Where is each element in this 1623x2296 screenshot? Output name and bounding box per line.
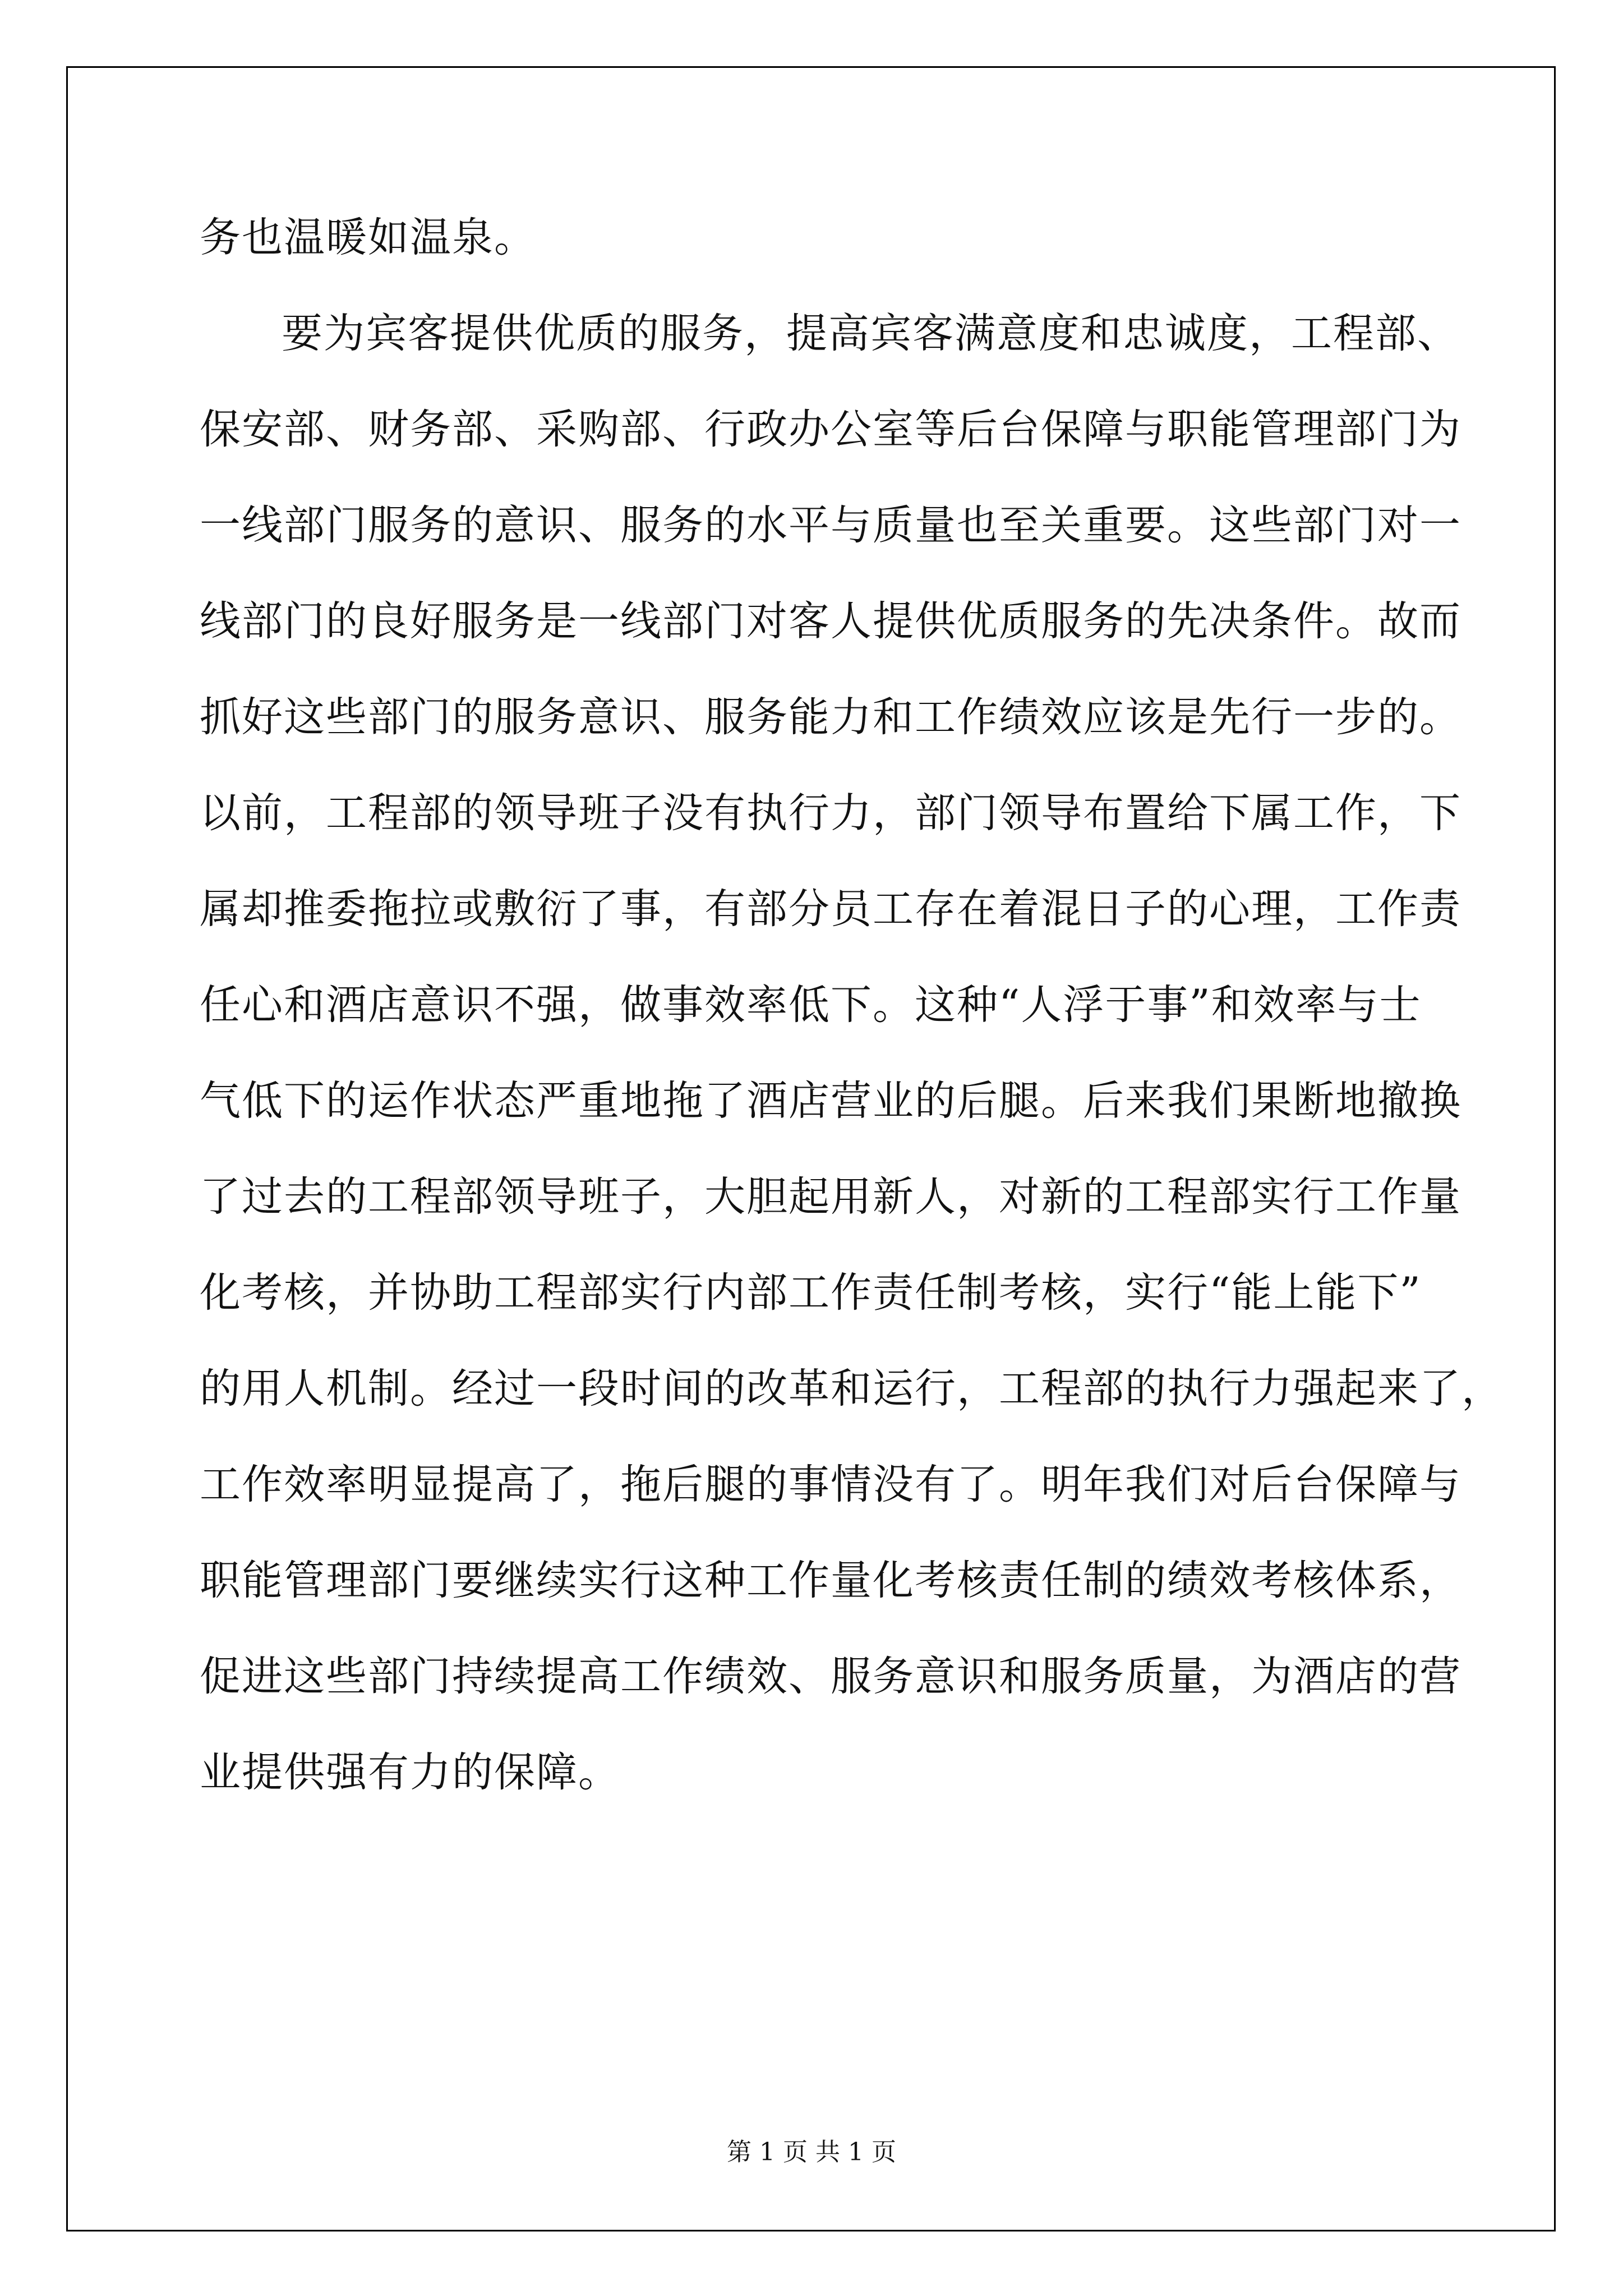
text-line-2: 要为宾客提供优质的服务，提高宾客满意度和忠诚度，工程部、 xyxy=(282,310,1459,357)
text-line-6: 抓好这些部门的服务意识、服务能力和工作绩效应该是先行一步的。 xyxy=(200,693,1461,741)
text-line-11: 了过去的工程部领导班子，大胆起用新人，对新的工程部实行工作量 xyxy=(200,1173,1461,1221)
text-line-1: 务也温暖如温泉。 xyxy=(200,214,536,261)
text-line-4: 一线部门服务的意识、服务的水平与质量也至关重要。这些部门对一 xyxy=(200,501,1461,549)
page-number: 第 1 页 共 1 页 xyxy=(727,2138,896,2166)
text-line-17: 业提供强有力的保障。 xyxy=(200,1749,620,1796)
text-line-16: 促进这些部门持续提高工作绩效、服务意识和服务质量，为酒店的营 xyxy=(200,1653,1461,1700)
page-border xyxy=(66,66,1556,2231)
page-footer xyxy=(0,2132,1623,2168)
text-line-8: 属却推委拖拉或敷衍了事，有部分员工存在着混日子的心理，工作责 xyxy=(200,885,1461,933)
text-line-12: 化考核，并协助工程部实行内部工作责任制考核，实行“能上能下” xyxy=(200,1269,1422,1317)
text-line-7: 以前，工程部的领导班子没有执行力，部门领导布置给下属工作，下 xyxy=(200,789,1461,837)
text-line-9: 任心和酒店意识不强，做事效率低下。这种“人浮于事”和效率与士 xyxy=(200,981,1422,1029)
text-line-15: 职能管理部门要继续实行这种工作量化考核责任制的绩效考核体系， xyxy=(200,1557,1461,1604)
text-line-13: 的用人机制。经过一段时间的改革和运行，工程部的执行力强起来了， xyxy=(200,1365,1504,1412)
text-line-5: 线部门的良好服务是一线部门对客人提供优质服务的先决条件。故而 xyxy=(200,597,1461,645)
text-line-3: 保安部、财务部、采购部、行政办公室等后台保障与职能管理部门为 xyxy=(200,406,1461,453)
text-line-10: 气低下的运作状态严重地拖了酒店营业的后腿。后来我们果断地撤换 xyxy=(200,1077,1461,1125)
text-line-14: 工作效率明显提高了，拖后腿的事情没有了。明年我们对后台保障与 xyxy=(200,1461,1461,1508)
